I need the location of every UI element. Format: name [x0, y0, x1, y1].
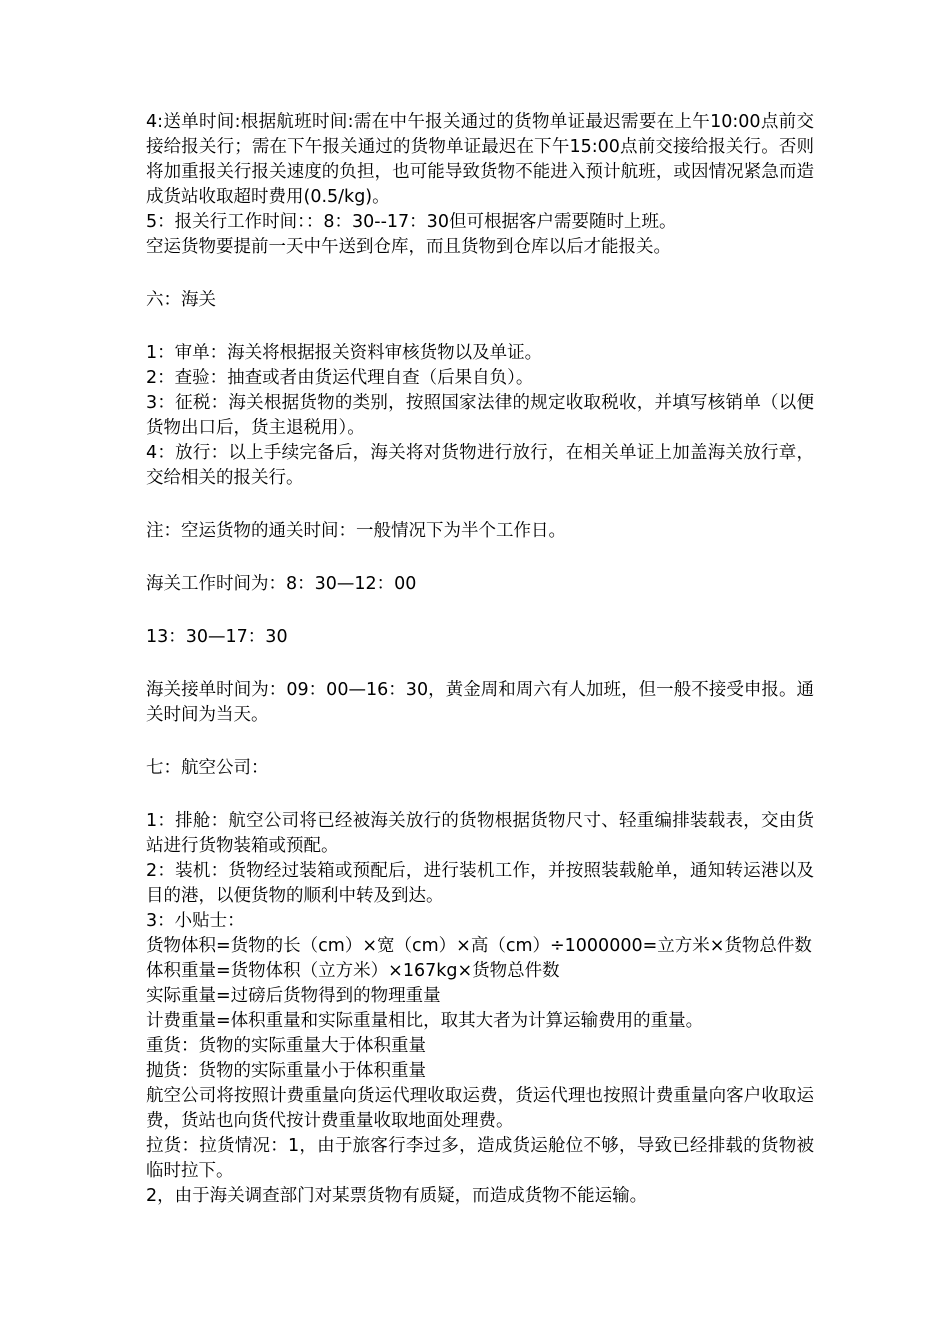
block-customs-steps: [146, 341, 814, 491]
block-airline-steps: [146, 809, 814, 1209]
paragraph-space-allocation: 1：排舱：航空公司将已经被海关放行的货物根据货物尺寸、轻重编排装载表，交由货站进行货物装箱或预配。: [146, 811, 814, 856]
paragraph-chargeable-weight: 计费重量=体积重量和实际重量相比，取其大者为计算运输费用的重量。: [146, 1011, 704, 1031]
paragraph-inspection: 2：查验：抽查或者由货运代理自查（后果自负）。: [146, 368, 534, 388]
paragraph-broker-hours: 5：报关行工作时间：：8：30--17：30但可根据客户需要随时上班。: [146, 212, 677, 232]
section-title-customs: 六：海关: [146, 290, 216, 310]
paragraph-release: 4：放行：以上手续完备后，海关将对货物进行放行，在相关单证上加盖海关放行章，交给相关的报关行。: [146, 443, 814, 488]
block-delivery-time: [146, 110, 814, 260]
paragraph-volume-weight: 体积重量=货物体积（立方米）×167kg×货物总件数: [146, 961, 560, 981]
section-title-airline: 七：航空公司：: [146, 758, 269, 778]
paragraph-customs-hours-afternoon: 13：30—17：30: [146, 627, 288, 647]
paragraph-taxation: 3：征税：海关根据货物的类别，按照国家法律的规定收取税收，并填写核销单（以便货物出口后，货主退税用）。: [146, 393, 814, 438]
paragraph-offload-2: 2，由于海关调查部门对某票货物有质疑，而造成货物不能运输。: [146, 1186, 648, 1206]
paragraph-offload-1: 拉货：拉货情况：1，由于旅客行李过多，造成货运舱位不够，导致已经排载的货物被临时拉下。: [146, 1136, 814, 1181]
paragraph-heavy-cargo: 重货：货物的实际重量大于体积重量: [146, 1036, 426, 1056]
paragraph-freight-charges: 航空公司将按照计费重量向货运代理收取运费，货运代理也按照计费重量向客户收取运费，货站也向货代按计费重量收取地面处理费。: [146, 1086, 814, 1131]
document-page: [146, 110, 814, 1209]
paragraph-actual-weight: 实际重量=过磅后货物得到的物理重量: [146, 986, 441, 1006]
paragraph-warehouse-note: 空运货物要提前一天中午送到仓库，而且货物到仓库以后才能报关。: [146, 237, 671, 257]
paragraph-customs-hours-morning: 海关工作时间为：8：30—12：00: [146, 574, 417, 594]
paragraph-order-hours: 海关接单时间为：09：00—16：30，黄金周和周六有人加班，但一般不接受申报。通关时间为当天。: [146, 680, 814, 725]
paragraph-tips-heading: 3：小贴士：: [146, 911, 245, 931]
paragraph-light-cargo: 抛货：货物的实际重量小于体积重量: [146, 1061, 426, 1081]
paragraph-volume-formula: 货物体积=货物的长（cm）×宽（cm）×高（cm）÷1000000=立方米×货物总件数: [146, 936, 812, 956]
paragraph-delivery-time: 4:送单时间:根据航班时间:需在中午报关通过的货物单证最迟需要在上午10:00点前交接给报关行；需在下午报关通过的货物单证最迟在下午15:00点前交接给报关行。否则将加重报关行报关速度的负担，也可能导致货物不能进入预计航班，或因情况紧急而造成货站收取超时费用(0.5/kg)。: [146, 112, 814, 207]
paragraph-review: 1：审单：海关将根据报关资料审核货物以及单证。: [146, 343, 543, 363]
paragraph-clearance-note: 注：空运货物的通关时间：一般情况下为半个工作日。: [146, 521, 566, 541]
paragraph-loading: 2：装机：货物经过装箱或预配后，进行装机工作，并按照装载舱单，通知转运港以及目的港，以便货物的顺利中转及到达。: [146, 861, 814, 906]
